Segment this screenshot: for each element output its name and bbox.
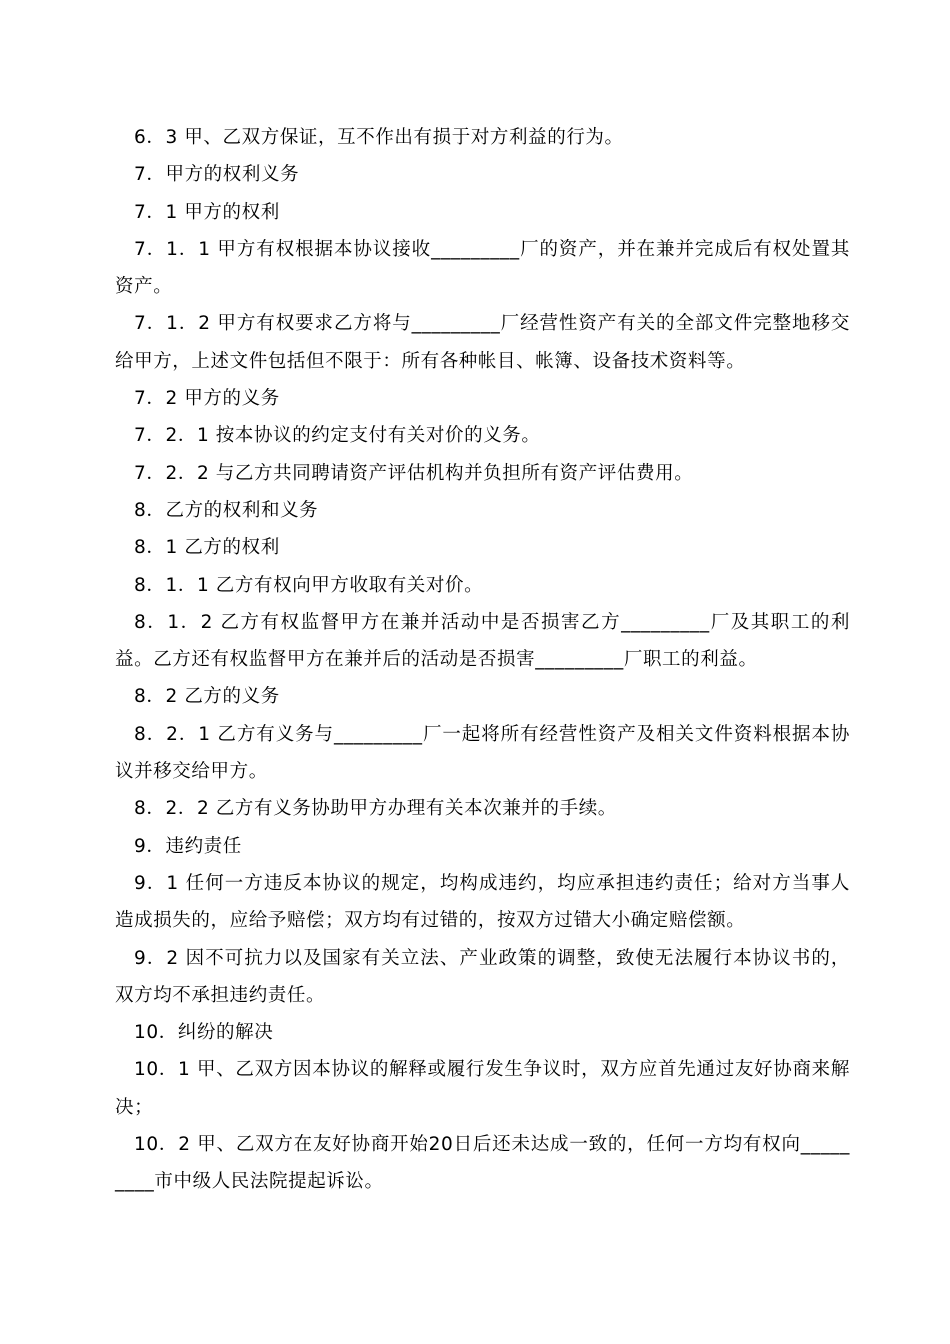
clause-8-2-1: 8．2．1 乙方有义务与_________厂一起将所有经营性资产及相关文件资料根据本协议并移交给甲方。 <box>115 723 850 783</box>
clause-10-2: 10．2 甲、乙双方在友好协商开始20日后还未达成一致的，任何一方均有权向_________市中级人民法院提起诉讼。 <box>115 1134 850 1193</box>
clause-9-2: 9．2 因不可抗力以及国家有关立法、产业政策的调整，致使无法履行本协议书的，双方均不承担违约责任。 <box>115 947 850 1006</box>
clause-8-1-2: 8．1．2 乙方有权监督甲方在兼并活动中是否损害乙方_________厂及其职工的利益。乙方还有权监督甲方在兼并后的活动是否损害_________厂职工的利益。 <box>115 611 850 671</box>
section-10-heading: 10．纠纷的解决 <box>134 1022 274 1044</box>
document-body <box>115 119 850 1201</box>
clause-7-2-1: 7．2．1 按本协议的约定支付有关对价的义务。 <box>134 425 541 447</box>
clause-7-1-1: 7．1．1 甲方有权根据本协议接收_________厂的资产，并在兼并完成后有权处置其资产。 <box>115 238 850 298</box>
clause-7-1-2: 7．1．2 甲方有权要求乙方将与_________厂经营性资产有关的全部文件完整地移交给甲方，上述文件包括但不限于：所有各种帐目、帐簿、设备技术资料等。 <box>115 313 850 372</box>
clause-8-1-heading: 8．1 乙方的权利 <box>134 537 280 559</box>
clause-8-1-1: 8．1．1 乙方有权向甲方收取有关对价。 <box>134 574 484 596</box>
clause-10-1: 10．1 甲、乙双方因本协议的解释或履行发生争议时，双方应首先通过友好协商来解决； <box>115 1059 850 1118</box>
clause-7-2-heading: 7．2 甲方的义务 <box>134 388 280 410</box>
section-9-heading: 9．违约责任 <box>134 835 242 857</box>
section-7-heading: 7．甲方的权利义务 <box>134 164 300 186</box>
clause-8-2-2: 8．2．2 乙方有义务协助甲方办理有关本次兼并的手续。 <box>134 798 617 820</box>
section-8-heading: 8．乙方的权利和义务 <box>134 499 319 521</box>
clause-9-1: 9．1 任何一方违反本协议的规定，均构成违约，均应承担违约责任；给对方当事人造成损失的，应给予赔偿；双方均有过错的，按双方过错大小确定赔偿额。 <box>115 872 850 932</box>
clause-7-1-heading: 7．1 甲方的权利 <box>134 201 280 223</box>
clause-7-2-2: 7．2．2 与乙方共同聘请资产评估机构并负担所有资产评估费用。 <box>134 462 694 484</box>
clause-6-3: 6．3 甲、乙双方保证，互不作出有损于对方利益的行为。 <box>134 127 624 148</box>
clause-8-2-heading: 8．2 乙方的义务 <box>134 686 280 708</box>
